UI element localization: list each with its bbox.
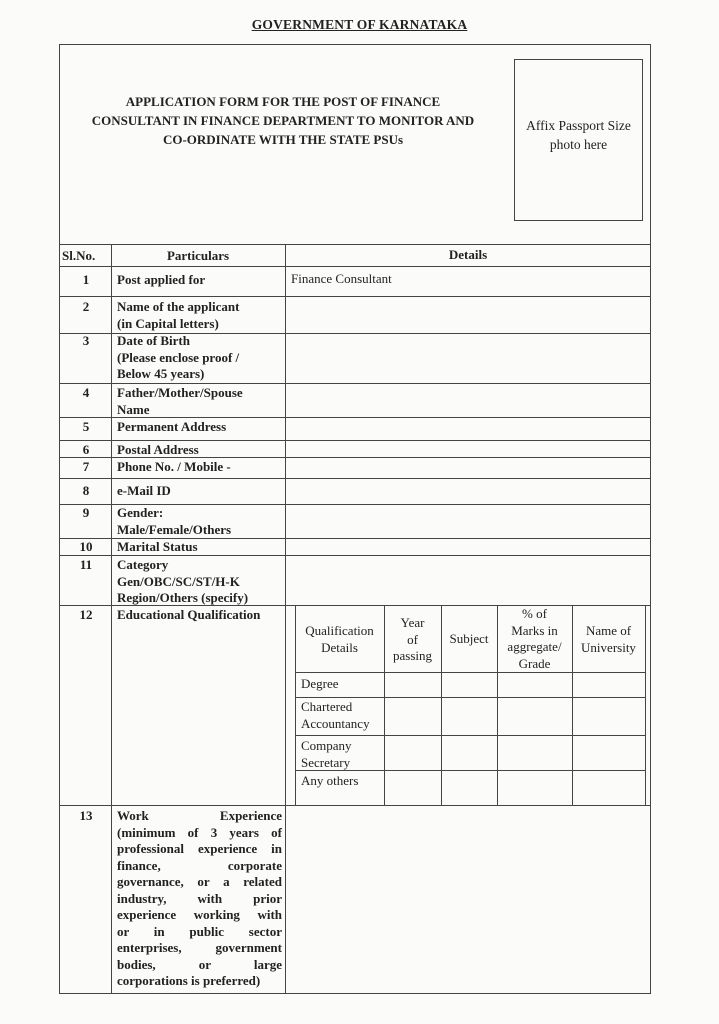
- edu-row-label: Degree: [301, 676, 339, 691]
- header-sl-no: Sl.No.: [62, 248, 96, 263]
- row-label: Father/Mother/Spouse Name: [117, 385, 243, 417]
- edu-row-label: Chartered Accountancy: [301, 699, 370, 731]
- government-heading: GOVERNMENT OF KARNATAKA: [251, 17, 468, 32]
- row-label: Phone No. / Mobile -: [117, 459, 231, 474]
- table-rule: [59, 478, 651, 479]
- photo-label-line: Affix Passport Size: [526, 118, 631, 133]
- post-applied-value[interactable]: Finance Consultant: [291, 271, 392, 286]
- row-number: 8: [82, 483, 90, 498]
- header-particulars: Particulars: [166, 248, 230, 263]
- row-number: 13: [79, 808, 93, 823]
- photo-label-line: photo here: [549, 137, 608, 152]
- edu-table-rule: [295, 697, 646, 698]
- passport-photo-box[interactable]: [514, 59, 643, 221]
- row-number: 2: [82, 299, 90, 314]
- row-label: Post applied for: [117, 272, 206, 287]
- table-rule: [59, 266, 651, 267]
- row-number: 3: [82, 333, 90, 348]
- row-number: 5: [82, 419, 90, 434]
- header-details: Details: [448, 247, 488, 262]
- row-number: 9: [82, 505, 90, 520]
- form-title-line: CONSULTANT IN FINANCE DEPARTMENT TO MONITOR AND: [91, 113, 475, 128]
- form-title-line: APPLICATION FORM FOR THE POST OF FINANCE: [125, 94, 441, 109]
- row-label: Category Gen/OBC/SC/ST/H-K Region/Others (specify): [117, 557, 249, 605]
- row-label: Date of Birth (Please enclose proof / Below 45 years): [117, 333, 240, 381]
- row-label: Educational Qualification: [117, 607, 261, 622]
- form-title-line: CO-ORDINATE WITH THE STATE PSUs: [162, 132, 404, 147]
- row-label: e-Mail ID: [117, 483, 171, 498]
- table-rule: [59, 244, 651, 245]
- edu-header-marks: % of Marks in aggregate/ Grade: [507, 606, 562, 671]
- row-label: Marital Status: [117, 539, 198, 554]
- row-number: 10: [79, 539, 93, 554]
- edu-header-university: Name of University: [581, 623, 636, 655]
- table-rule: [59, 383, 651, 384]
- edu-header-qualification: Qualification Details: [305, 623, 374, 655]
- table-rule: [59, 440, 651, 441]
- edu-table-rule: [295, 672, 646, 673]
- row-label-work-experience: Work Experience (minimum of 3 years of professional experience in finance, corporate governance, or a related industry, with prior experience working with or in public sector enterprises, government bodies, or large corporations is preferred): [117, 808, 282, 988]
- edu-table-rule: [295, 805, 646, 806]
- row-number: 4: [82, 385, 90, 400]
- row-number: 12: [79, 607, 93, 622]
- row-label: Postal Address: [117, 442, 199, 457]
- table-rule: [59, 296, 651, 297]
- edu-table-rule: [295, 605, 646, 606]
- row-label: Name of the applicant (in Capital letters): [117, 299, 240, 331]
- edu-table-rule: [295, 735, 646, 736]
- edu-header-year: Year of passing: [393, 615, 432, 663]
- edu-header-subject: Subject: [449, 631, 489, 646]
- form-title: [63, 92, 503, 149]
- edu-row-label: Company Secretary: [301, 738, 352, 770]
- edu-row-label: Any others: [301, 773, 359, 788]
- row-label: Gender: Male/Female/Others: [117, 505, 232, 537]
- table-rule: [285, 244, 286, 994]
- row-label: Permanent Address: [117, 419, 227, 434]
- edu-table-rule: [645, 605, 646, 805]
- row-number: 7: [82, 459, 90, 474]
- row-number: 11: [79, 557, 93, 572]
- row-number: 1: [82, 272, 90, 287]
- row-number: 6: [82, 442, 90, 457]
